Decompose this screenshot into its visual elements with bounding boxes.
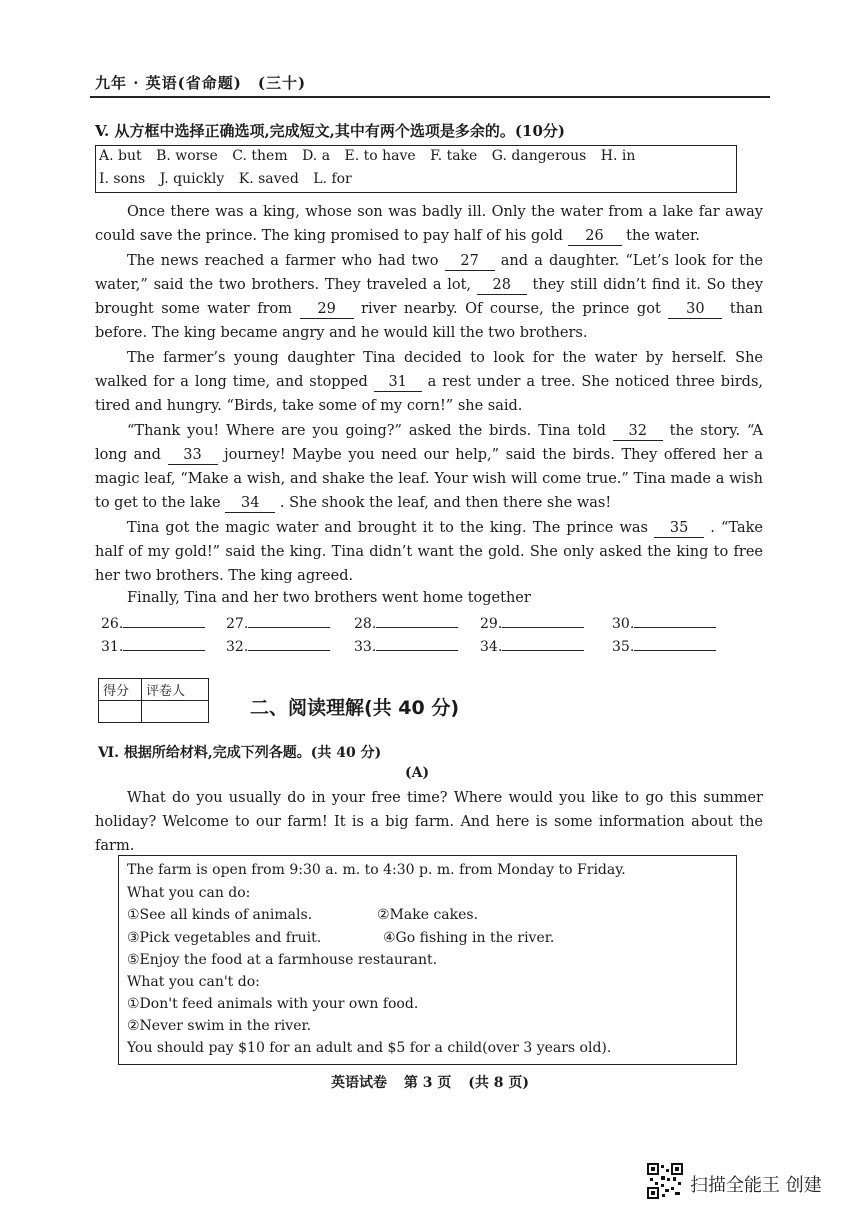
options-row-2 — [99, 171, 362, 187]
option: H. in — [600, 148, 636, 164]
text: The farmer’s young daughter Tina decided to look for the water by herself. She walked for a long time, and stopped — [95, 350, 763, 390]
option: B. worse — [156, 148, 218, 164]
info-hours: The farm is open from 9:30 a. m. to 4:30 p. m. from Monday to Friday. — [127, 862, 626, 878]
answer-number: 26. — [101, 616, 124, 632]
answer-line[interactable] — [248, 613, 330, 628]
blank-32: 32 — [613, 422, 663, 441]
page-header: 九年 · 英语(省命题) (三十) — [95, 74, 307, 92]
blank-27: 27 — [445, 252, 495, 271]
info-item: ②Make cakes. — [377, 907, 479, 923]
answer-line[interactable] — [502, 613, 584, 628]
blank-31: 31 — [374, 373, 422, 392]
answer-30 — [612, 613, 716, 632]
section-6-instruction: Ⅵ. 根据所给材料,完成下列各题。(共 40 分) — [98, 745, 382, 761]
text: and a daughter. “Let’s look for the water,” said the two brothers. They traveled a lot, — [95, 253, 764, 293]
answer-32 — [226, 636, 330, 655]
text: river nearby. Of course, the prince got — [361, 301, 661, 317]
footer-subject: 英语试卷 — [331, 1075, 387, 1091]
header-rule — [90, 96, 770, 98]
answer-line[interactable] — [502, 636, 584, 651]
answer-number: 33. — [354, 639, 377, 655]
option: K. saved — [238, 171, 299, 187]
answer-33 — [354, 636, 458, 655]
option: L. for — [313, 171, 352, 187]
answer-line[interactable] — [634, 613, 716, 628]
scanner-watermark: 扫描全能王 创建 — [690, 1175, 822, 1196]
part-2-title: 二、阅读理解(共 40 分) — [250, 697, 460, 719]
text: . She shook the leaf, and then there she was! — [279, 495, 612, 511]
option: E. to have — [344, 148, 416, 164]
blank-29: 29 — [300, 300, 354, 319]
answer-number: 28. — [354, 616, 377, 632]
score-cell[interactable] — [99, 701, 142, 723]
info-item: ①See all kinds of animals. — [127, 907, 313, 923]
option: A. but — [99, 148, 142, 164]
options-row-1 — [99, 148, 645, 164]
blank-34: 34 — [225, 494, 275, 513]
answer-line[interactable] — [376, 613, 458, 628]
reading-intro: What do you usually do in your free time? Where would you like to go this summer holiday? Welcome to our farm! It is a big farm. And here is some information about the farm. — [95, 790, 763, 854]
option: J. quickly — [159, 171, 225, 187]
passage-paragraph-3 — [95, 346, 763, 418]
passage-paragraph-5 — [95, 516, 763, 588]
answer-35 — [612, 636, 716, 655]
text: “Thank you! Where are you going?” asked the birds. Tina told — [127, 423, 606, 439]
page-footer — [0, 1072, 860, 1092]
blank-28: 28 — [477, 276, 527, 295]
answer-line[interactable] — [123, 636, 205, 651]
footer-total: (共 8 页) — [468, 1075, 529, 1091]
text: The news reached a farmer who had two — [127, 253, 439, 269]
answer-31 — [101, 636, 205, 655]
answer-number: 31. — [101, 639, 124, 655]
text: . “Take half of my gold!” said the king. Tina didn’t want the gold. She only asked the king to free her two brothers. The king agreed. — [95, 520, 764, 584]
text: than before. The king became angry and he would kill the two brothers. — [95, 301, 764, 341]
qr-code-icon — [647, 1163, 683, 1199]
answer-34 — [480, 636, 584, 655]
option: D. a — [302, 148, 331, 164]
score-label: 得分 — [99, 679, 142, 701]
passage-paragraph-6: Finally, Tina and her two brothers went home together — [127, 590, 531, 606]
text: a rest under a tree. She noticed three birds, tired and hungry. “Birds, take some of my corn!” she said. — [95, 374, 763, 414]
passage-paragraph-1 — [95, 200, 763, 248]
answer-line[interactable] — [123, 613, 205, 628]
answer-number: 27. — [226, 616, 249, 632]
answer-line[interactable] — [376, 636, 458, 651]
info-can-do-heading: What you can do: — [127, 885, 251, 901]
answer-29 — [480, 613, 584, 632]
passage-paragraph-2 — [95, 249, 763, 345]
answer-28 — [354, 613, 458, 632]
passage-paragraph-4 — [95, 419, 763, 515]
text: Tina got the magic water and brought it to the king. The prince was — [127, 520, 648, 536]
options-box — [95, 145, 737, 193]
option: G. dangerous — [491, 148, 587, 164]
text: they still didn’t find it. So they brought some water from — [95, 277, 764, 317]
footer-page: 第 3 页 — [403, 1075, 452, 1091]
info-item: ①Don't feed animals with your own food. — [127, 996, 419, 1012]
option: I. sons — [99, 171, 146, 187]
farm-info-box — [118, 855, 737, 1065]
info-prices: You should pay $10 for an adult and $5 for a child(over 3 years old). — [127, 1040, 612, 1056]
option: F. take — [430, 148, 478, 164]
grader-label: 评卷人 — [142, 679, 209, 701]
option: C. them — [232, 148, 288, 164]
blank-26: 26 — [568, 227, 622, 246]
section-5-instruction: V. 从方框中选择正确选项,完成短文,其中有两个选项是多余的。(10分) — [95, 122, 565, 140]
answer-27 — [226, 613, 330, 632]
text: journey! Maybe you need our help,” said the birds. They offered her a magic leaf, “Make a wish, and shake the leaf. Your wish will come true.” Tina made a wish to get to the lake — [95, 447, 764, 511]
info-item: ⑤Enjoy the food at a farmhouse restaurant. — [127, 952, 438, 968]
blank-35: 35 — [654, 519, 704, 538]
text: the water. — [626, 228, 700, 244]
answer-number: 30. — [612, 616, 635, 632]
info-item: ③Pick vegetables and fruit. — [127, 930, 322, 946]
info-cant-do-heading: What you can't do: — [127, 974, 260, 990]
subsection-a-label: (A) — [405, 765, 430, 781]
answer-number: 34. — [480, 639, 503, 655]
answer-number: 29. — [480, 616, 503, 632]
text: the story. “A long and — [95, 423, 764, 463]
answer-number: 32. — [226, 639, 249, 655]
answer-line[interactable] — [248, 636, 330, 651]
blank-33: 33 — [168, 446, 218, 465]
answer-26 — [101, 613, 205, 632]
answer-line[interactable] — [634, 636, 716, 651]
grader-cell[interactable] — [142, 701, 209, 723]
score-box — [98, 678, 209, 723]
blank-30: 30 — [668, 300, 722, 319]
info-item: ②Never swim in the river. — [127, 1018, 312, 1034]
info-item: ④Go fishing in the river. — [383, 930, 555, 946]
answer-number: 35. — [612, 639, 635, 655]
text: Once there was a king, whose son was badly ill. Only the water from a lake far away could save the prince. The king promised to pay half of his gold — [95, 204, 763, 244]
